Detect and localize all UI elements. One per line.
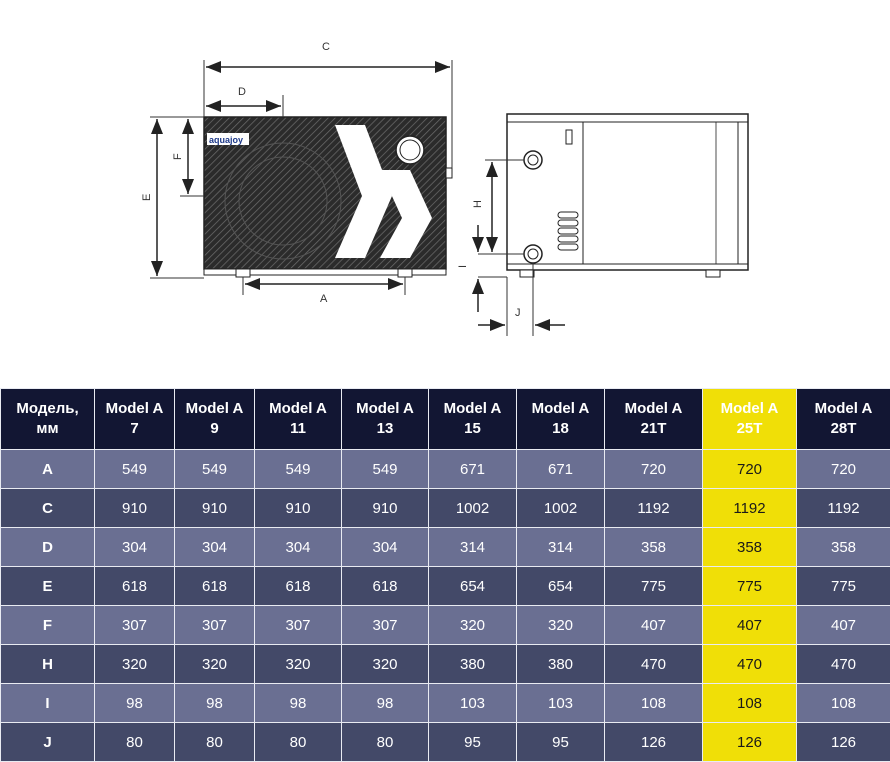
row-label: F	[1, 606, 95, 645]
dimension-c-label: C	[322, 41, 330, 53]
table-row	[1, 450, 890, 489]
table-cell: 80	[175, 723, 255, 762]
table-cell: 1002	[517, 489, 605, 528]
table-cell: 407	[703, 606, 797, 645]
table-cell: 720	[797, 450, 890, 489]
table-cell: 910	[255, 489, 342, 528]
table-cell: 720	[703, 450, 797, 489]
table-cell: 126	[703, 723, 797, 762]
table-cell: 95	[517, 723, 605, 762]
table-row	[1, 528, 890, 567]
table-cell: 320	[175, 645, 255, 684]
table-cell: 307	[95, 606, 175, 645]
dimension-i-label: I	[457, 265, 469, 268]
table-cell: 314	[517, 528, 605, 567]
table-cell: 304	[175, 528, 255, 567]
side-view	[457, 114, 748, 336]
table-cell: 320	[95, 645, 175, 684]
dimension-a-label: A	[320, 293, 328, 305]
row-label: D	[1, 528, 95, 567]
dimension-d-label: D	[238, 86, 246, 98]
table-cell: 95	[429, 723, 517, 762]
table-cell: 80	[255, 723, 342, 762]
table-cell: 910	[95, 489, 175, 528]
table-cell: 358	[605, 528, 703, 567]
row-label: E	[1, 567, 95, 606]
table-cell: 1192	[797, 489, 890, 528]
table-cell: 98	[175, 684, 255, 723]
table-cell: 320	[255, 645, 342, 684]
table-cell: 320	[429, 606, 517, 645]
table-cell: 380	[517, 645, 605, 684]
model-header: Model A 21T	[605, 389, 703, 450]
table-cell: 108	[605, 684, 703, 723]
table-cell: 108	[703, 684, 797, 723]
water-outlet	[524, 151, 542, 169]
table-cell: 654	[517, 567, 605, 606]
corner-header: Модель, мм	[1, 389, 95, 450]
model-header: Model A 18	[517, 389, 605, 450]
table-cell: 618	[95, 567, 175, 606]
model-header: Model A 9	[175, 389, 255, 450]
water-inlet	[524, 245, 542, 263]
row-label: I	[1, 684, 95, 723]
brand-logo: aquajoy	[209, 135, 243, 145]
model-header: Model A 13	[342, 389, 429, 450]
table-cell: 304	[95, 528, 175, 567]
model-header: Model A 7	[95, 389, 175, 450]
table-cell: 407	[797, 606, 890, 645]
table-cell: 910	[175, 489, 255, 528]
table-cell: 80	[342, 723, 429, 762]
table-cell: 549	[95, 450, 175, 489]
table-cell: 307	[175, 606, 255, 645]
table-cell: 320	[517, 606, 605, 645]
table-row	[1, 489, 890, 528]
side-unit-body	[507, 114, 748, 270]
table-cell: 103	[429, 684, 517, 723]
table-cell: 126	[797, 723, 890, 762]
table-body	[1, 450, 890, 762]
row-label: C	[1, 489, 95, 528]
table-cell: 307	[342, 606, 429, 645]
table-cell: 549	[342, 450, 429, 489]
table-cell: 307	[255, 606, 342, 645]
table-cell: 470	[703, 645, 797, 684]
front-view	[141, 41, 452, 305]
table-cell: 618	[342, 567, 429, 606]
table-cell: 1192	[605, 489, 703, 528]
table-cell: 126	[605, 723, 703, 762]
table-cell: 910	[342, 489, 429, 528]
table-cell: 1192	[703, 489, 797, 528]
table-cell: 549	[255, 450, 342, 489]
dimensions-table	[0, 388, 890, 762]
table-cell: 407	[605, 606, 703, 645]
table-cell: 654	[429, 567, 517, 606]
table-cell: 108	[797, 684, 890, 723]
table-cell: 380	[429, 645, 517, 684]
table-cell: 304	[342, 528, 429, 567]
table-row	[1, 606, 890, 645]
dimension-e-label: E	[141, 194, 153, 201]
table-row	[1, 645, 890, 684]
row-label: J	[1, 723, 95, 762]
row-label: H	[1, 645, 95, 684]
dimension-f-label: F	[172, 153, 184, 160]
table-cell: 358	[797, 528, 890, 567]
table-header-row	[1, 389, 890, 450]
table-cell: 671	[517, 450, 605, 489]
table-cell: 720	[605, 450, 703, 489]
dimension-j-label: J	[515, 307, 521, 319]
table-cell: 1002	[429, 489, 517, 528]
table-cell: 98	[95, 684, 175, 723]
dimension-h-label: H	[472, 200, 484, 208]
row-label: A	[1, 450, 95, 489]
model-header: Model A 28T	[797, 389, 890, 450]
table-cell: 775	[605, 567, 703, 606]
table-cell: 470	[605, 645, 703, 684]
table-cell: 98	[342, 684, 429, 723]
vent-slots	[558, 212, 578, 250]
model-header: Model A 11	[255, 389, 342, 450]
model-header: Model A 25T	[703, 389, 797, 450]
table-cell: 618	[255, 567, 342, 606]
table-cell: 304	[255, 528, 342, 567]
table-cell: 320	[342, 645, 429, 684]
table-cell: 314	[429, 528, 517, 567]
table-cell: 549	[175, 450, 255, 489]
table-cell: 470	[797, 645, 890, 684]
table-cell: 775	[797, 567, 890, 606]
table-cell: 775	[703, 567, 797, 606]
table-row	[1, 567, 890, 606]
table-cell: 98	[255, 684, 342, 723]
table-cell: 358	[703, 528, 797, 567]
table-row	[1, 684, 890, 723]
table-cell: 618	[175, 567, 255, 606]
table-row	[1, 723, 890, 762]
table-cell: 103	[517, 684, 605, 723]
model-header: Model A 15	[429, 389, 517, 450]
table-cell: 671	[429, 450, 517, 489]
table-cell: 80	[95, 723, 175, 762]
